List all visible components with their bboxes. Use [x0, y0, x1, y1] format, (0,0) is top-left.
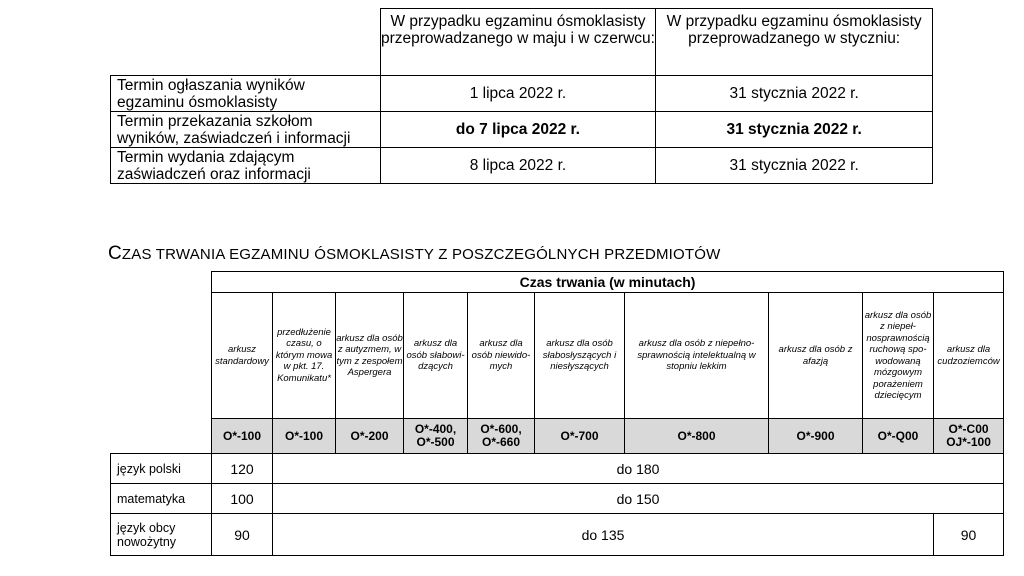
col-desc-low-vision: arkusz dla osób słabowidzących	[404, 293, 468, 419]
results-dates-table	[110, 8, 933, 184]
subject-polish: język polski	[111, 454, 212, 484]
section-title	[108, 243, 721, 265]
duration-math-others: do 150	[273, 484, 1004, 514]
col-desc-extension: przedłużenie czasu, o którym mowa w pkt. 17. Komunikatu*	[273, 293, 336, 419]
subject-math: matematyka	[111, 484, 212, 514]
header-january: W przypadku egzaminu ósmoklasisty przeprowadzanego w styczniu:	[656, 9, 933, 76]
date-announcement-january: 31 stycznia 2022 r.	[656, 76, 933, 112]
date-announcement-may-june: 1 lipca 2022 r.	[380, 76, 656, 112]
duration-foreign-others: do 135	[273, 514, 934, 556]
header-may-june: W przypadku egzaminu ósmoklasisty przeprowadzanego w maju i w czerwcu:	[380, 9, 656, 76]
exam-duration-table	[110, 271, 1004, 556]
duration-caption: Czas trwania (w minutach)	[212, 272, 1004, 293]
col-desc-aphasia: arkusz dla osób z afazją	[769, 293, 863, 419]
date-transfer-may-june: do 7 lipca 2022 r.	[380, 112, 656, 148]
date-transfer-january: 31 stycznia 2022 r.	[656, 112, 933, 148]
col-desc-blind: arkusz dla osób niewidomych	[468, 293, 535, 419]
col-desc-cerebral-palsy: arkusz dla osób z niepełnosprawnością ruchową spowodowaną mózgowym porażeniem dziecięcym	[863, 293, 934, 419]
col-desc-foreigners: arkusz dla cudzoziemców	[934, 293, 1004, 419]
row-label-transfer: Termin przekazania szkołom wyników, zaświadczeń i informacji	[111, 112, 381, 148]
code-hearing: O*-700	[535, 419, 625, 454]
col-desc-autism: arkusz dla osób z autyzmem, w tym z zespołem Aspergera	[336, 293, 404, 419]
col-desc-hearing: arkusz dla osób słabosłyszących i niesłyszących	[535, 293, 625, 419]
empty-corner-cell	[111, 272, 212, 454]
section-title-rest: ZAS TRWANIA EGZAMINU ÓSMOKLASISTY Z POSZCZEGÓLNYCH PRZEDMIOTÓW	[121, 246, 721, 263]
code-cerebral-palsy: O*-Q00	[863, 419, 934, 454]
code-standard: O*-100	[212, 419, 273, 454]
code-low-vision: O*-400, O*-500	[404, 419, 468, 454]
col-desc-intellectual: arkusz dla osób z niepełnosprawnością intelektualną w stopniu lekkim	[625, 293, 769, 419]
duration-foreign-foreigners: 90	[934, 514, 1004, 556]
row-label-announcement: Termin ogłaszania wyników egzaminu ósmoklasisty	[111, 76, 381, 112]
duration-foreign-standard: 90	[212, 514, 273, 556]
duration-polish-others: do 180	[273, 454, 1004, 484]
date-issue-may-june: 8 lipca 2022 r.	[380, 148, 656, 184]
duration-polish-standard: 120	[212, 454, 273, 484]
duration-math-standard: 100	[212, 484, 273, 514]
code-blind: O*-600, O*-660	[468, 419, 535, 454]
row-label-issue: Termin wydania zdającym zaświadczeń oraz informacji	[111, 148, 381, 184]
code-aphasia: O*-900	[769, 419, 863, 454]
subject-foreign-language: język obcy nowożytny	[111, 514, 212, 556]
section-title-initial: C	[108, 243, 122, 264]
code-foreigners: O*-C00 OJ*-100	[934, 419, 1004, 454]
date-issue-january: 31 stycznia 2022 r.	[656, 148, 933, 184]
empty-corner-cell	[111, 9, 381, 76]
col-desc-standard: arkusz standardowy	[212, 293, 273, 419]
code-extension: O*-100	[273, 419, 336, 454]
code-intellectual: O*-800	[625, 419, 769, 454]
code-autism: O*-200	[336, 419, 404, 454]
